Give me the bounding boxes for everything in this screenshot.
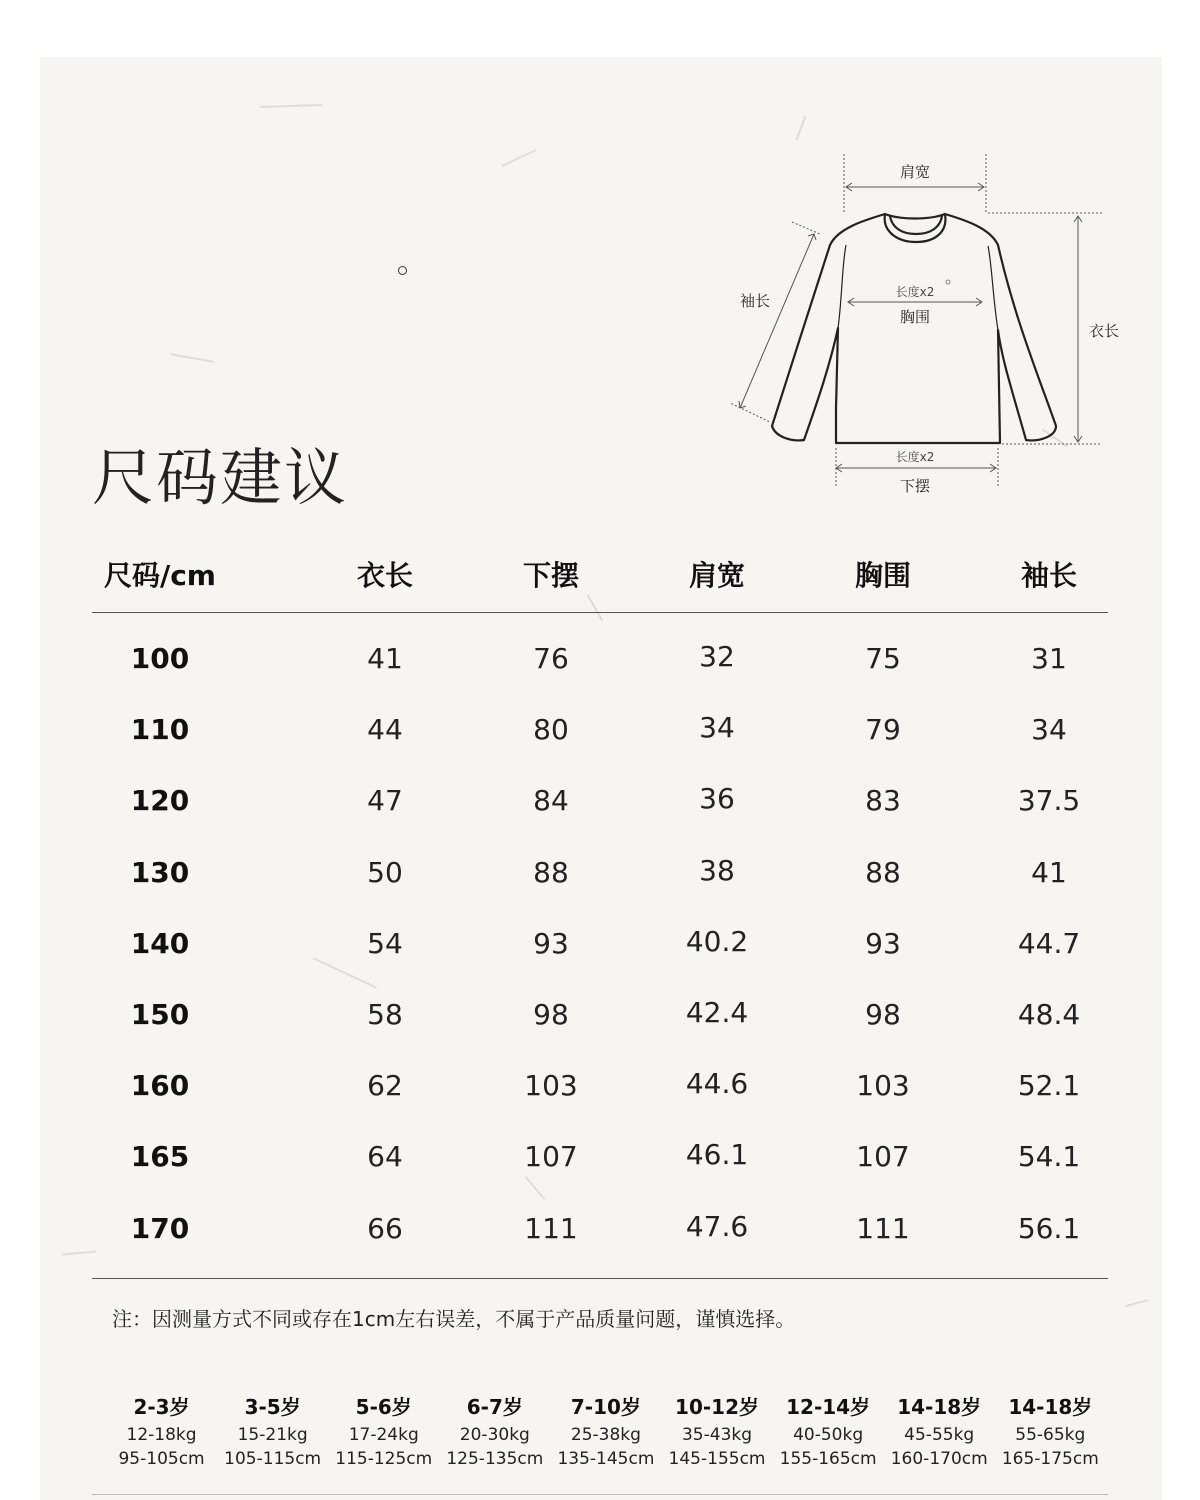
age-label: 10-12岁 (675, 1395, 759, 1419)
age-column (550, 1392, 661, 1470)
age-label: 3-5岁 (244, 1395, 301, 1419)
height-range: 95-105cm (118, 1449, 205, 1469)
size-cell: 100 (130, 642, 190, 675)
height-range: 160-170cm (890, 1449, 988, 1469)
measurement-cell: 93 (865, 926, 901, 960)
weight-range: 55-65kg (1015, 1425, 1086, 1445)
page-title: 尺码建议 (92, 441, 349, 514)
sleeve-label: 袖长 (739, 292, 771, 310)
measurement-cell: 88 (533, 855, 569, 889)
height-range: 165-175cm (1001, 1449, 1099, 1469)
measurement-cell: 79 (865, 713, 901, 747)
paper-fiber (796, 115, 807, 140)
measurement-cell: 103 (856, 1069, 910, 1103)
age-column (106, 1392, 217, 1470)
measurement-cell: 41 (1031, 855, 1067, 889)
measurement-cell: 54 (367, 926, 403, 960)
age-label: 12-14岁 (786, 1395, 871, 1419)
size-cell: 120 (130, 784, 190, 818)
age-column (773, 1392, 884, 1470)
measurement-cell: 32 (699, 640, 735, 673)
size-cell: 170 (130, 1211, 190, 1245)
shirt-outline (772, 214, 1056, 443)
measurement-cell: 44.6 (685, 1067, 749, 1101)
measurement-cell: 40.2 (685, 924, 749, 958)
measurement-cell: 111 (856, 1211, 910, 1245)
age-column (661, 1392, 772, 1470)
table-row (92, 767, 1108, 838)
height-range: 155-165cm (779, 1449, 877, 1469)
measurement-note: 注：因测量方式不同或存在1cm左右误差，不属于产品质量问题，谨慎选择。 (112, 1307, 796, 1331)
measurement-cell: 31 (1031, 642, 1067, 675)
table-row (92, 981, 1108, 1052)
chest-label: 胸围 (899, 308, 931, 326)
measurement-cell: 80 (533, 713, 569, 747)
age-label: 6-7岁 (466, 1395, 523, 1419)
measurement-cell: 84 (533, 784, 569, 818)
size-cell: 110 (130, 713, 190, 747)
length-label: 衣长 (1088, 322, 1120, 340)
measurement-cell: 76 (533, 642, 569, 675)
weight-range: 35-43kg (681, 1425, 753, 1445)
size-cell: 140 (130, 926, 190, 960)
header-chest: 胸围 (854, 559, 911, 592)
header-sleeve: 袖长 (1020, 559, 1077, 592)
paper-fiber (260, 104, 322, 108)
measurement-cell: 48.4 (1017, 997, 1081, 1031)
table-row (92, 1123, 1108, 1194)
bottom-divider (92, 1494, 1108, 1495)
hem-multiplier-label: 长度x2 (895, 450, 935, 464)
weight-range: 40-50kg (793, 1425, 864, 1445)
measurement-cell: 75 (865, 642, 901, 675)
table-row (92, 910, 1108, 981)
age-size-reference (106, 1392, 1106, 1470)
age-label: 5-6岁 (355, 1395, 412, 1419)
height-range: 125-135cm (446, 1449, 544, 1469)
table-header-row (92, 540, 1108, 613)
paper-fiber (170, 353, 214, 363)
measurement-cell: 47 (367, 784, 403, 818)
size-table (92, 540, 1108, 1279)
measurement-cell: 103 (524, 1069, 578, 1103)
table-row (92, 839, 1108, 910)
measurement-cell: 83 (865, 784, 901, 818)
height-range: 105-115cm (224, 1449, 322, 1469)
measurement-cell: 52.1 (1017, 1069, 1081, 1103)
measurement-cell: 47.6 (685, 1209, 749, 1243)
measurement-cell: 44.7 (1017, 926, 1081, 960)
measurement-cell: 98 (865, 997, 901, 1031)
measurement-cell: 66 (367, 1211, 403, 1245)
table-row (92, 696, 1108, 767)
measurement-cell: 62 (367, 1069, 403, 1103)
age-column (217, 1392, 328, 1470)
hem-label: 下摆 (899, 477, 931, 495)
measurement-cell: 42.4 (685, 995, 749, 1029)
header-size: 尺码/cm (103, 559, 216, 592)
garment-measurement-diagram (730, 150, 1130, 500)
measurement-cell: 46.1 (685, 1138, 749, 1172)
weight-range: 15-21kg (237, 1425, 308, 1445)
age-label: 14-18岁 (1008, 1395, 1093, 1419)
measurement-cell: 50 (367, 855, 403, 889)
measurement-cell: 54.1 (1017, 1140, 1081, 1174)
measurement-cell: 44 (367, 713, 403, 747)
measurement-cell: 98 (533, 997, 569, 1031)
size-cell: 160 (130, 1069, 190, 1103)
measurement-cell: 38 (699, 853, 735, 887)
measurement-cell: 64 (367, 1140, 403, 1174)
header-shoulder: 肩宽 (688, 559, 745, 592)
measurement-cell: 88 (865, 855, 901, 889)
header-hem: 下摆 (522, 559, 579, 592)
measurement-cell: 111 (524, 1211, 578, 1245)
measurement-cell: 36 (699, 782, 735, 816)
size-cell: 130 (130, 855, 190, 889)
paper-fiber (1125, 1299, 1149, 1307)
age-column (439, 1392, 550, 1470)
measurement-cell: 41 (367, 642, 403, 675)
paper-fiber (62, 1251, 96, 1256)
age-column (884, 1392, 995, 1470)
measurement-cell: 34 (699, 711, 735, 745)
weight-range: 17-24kg (348, 1425, 419, 1445)
height-range: 135-145cm (557, 1449, 655, 1469)
height-range: 145-155cm (668, 1449, 766, 1469)
small-circle-mark (398, 266, 407, 275)
age-label: 2-3岁 (133, 1395, 190, 1419)
measurement-cell: 34 (1031, 713, 1067, 747)
weight-range: 45-55kg (904, 1425, 975, 1445)
table-row (92, 1195, 1108, 1266)
age-column (995, 1392, 1106, 1470)
weight-range: 20-30kg (459, 1425, 530, 1445)
measurement-cell: 107 (856, 1140, 910, 1174)
measurement-cell: 58 (367, 997, 403, 1031)
weight-range: 25-38kg (570, 1425, 641, 1445)
size-cell: 150 (130, 997, 190, 1031)
small-logo-mark (946, 280, 950, 284)
table-row (92, 625, 1108, 696)
measurement-cell: 56.1 (1017, 1211, 1081, 1245)
measurement-cell: 107 (524, 1140, 578, 1174)
measurement-cell: 37.5 (1017, 784, 1081, 818)
table-row (92, 1052, 1108, 1123)
age-label: 7-10岁 (570, 1395, 641, 1419)
age-label: 14-18岁 (897, 1395, 982, 1419)
header-length: 衣长 (356, 559, 413, 592)
table-body (92, 613, 1108, 1279)
chest-multiplier-label: 长度x2 (895, 285, 935, 299)
weight-range: 12-18kg (126, 1425, 197, 1445)
size-cell: 165 (130, 1140, 190, 1174)
height-range: 115-125cm (335, 1449, 433, 1469)
paper-fiber (501, 149, 536, 167)
shoulder-label: 肩宽 (899, 163, 931, 181)
measurement-cell: 93 (533, 926, 569, 960)
age-column (328, 1392, 439, 1470)
